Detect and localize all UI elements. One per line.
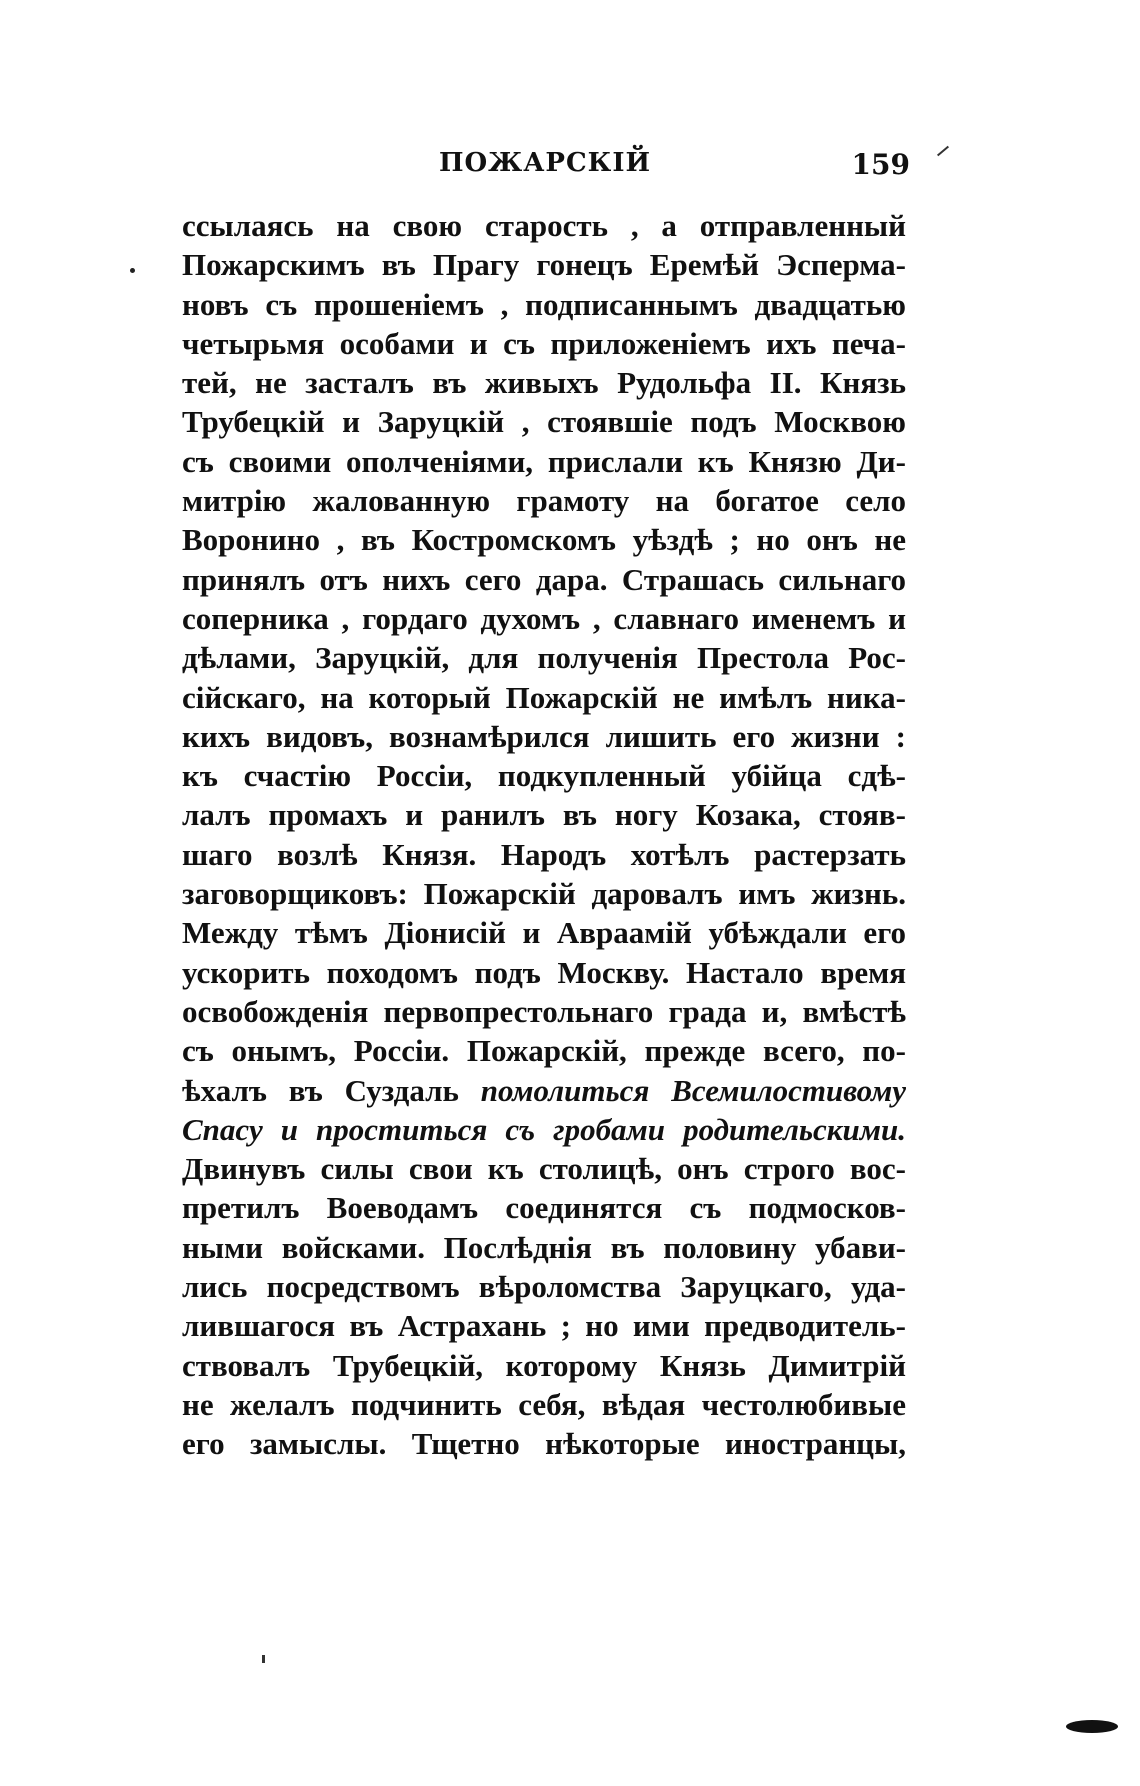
text-line-italic: Спасу и проститься съ гробами родительскими. — [182, 1111, 906, 1147]
text-line: Воронино , въ Костромскомъ уѣздѣ ; но онъ не — [182, 522, 906, 558]
text-line: къ счастію Россіи, подкупленный убійца сдѣ- — [182, 758, 906, 794]
page-number: 159 — [851, 148, 910, 181]
text-line: съ своими ополченіями, прислали къ Князю Ди- — [182, 443, 906, 479]
text-line-mixed — [182, 1071, 906, 1110]
text-line: кихъ видовъ, вознамѣрился лишить его жизни : — [182, 718, 906, 754]
text-line: лившагося въ Астрахань ; но ими предводитель- — [182, 1308, 906, 1344]
text-line: не желалъ подчинить себя, вѣдая честолюбивые — [182, 1386, 906, 1422]
text-line: ускорить походомъ подъ Москву. Настало время — [182, 954, 906, 990]
page-header — [180, 148, 910, 188]
text-line: четырьмя особами и съ приложеніемъ ихъ печа- — [182, 325, 906, 361]
text-line: съ онымъ, Россіи. Пожарскій, прежде всего, по- — [182, 1033, 906, 1069]
text-line: ссылаясь на свою старость , а отправленный — [182, 208, 906, 243]
text-line: Пожарскимъ въ Прагу гонецъ Еремѣй Эсперма- — [182, 247, 906, 283]
text-line: освобожденія первопрестольнаго града и, вмѣстѣ — [182, 993, 906, 1029]
margin-dot-mark — [130, 268, 135, 273]
running-head: ПОЖАРСКІЙ — [438, 148, 652, 178]
text-line: претилъ Воеводамъ соединятся съ подмосков- — [182, 1190, 906, 1226]
text-line: принялъ отъ нихъ сего дара. Страшась сильнаго — [182, 561, 906, 597]
text-line: дѣлами, Заруцкій, для полученія Престола Рос- — [182, 640, 906, 676]
text-line: митрію жалованную грамоту на богатое село — [182, 483, 906, 519]
corner-tick-mark — [937, 146, 949, 157]
text-line: ными войсками. Послѣднія въ половину убави- — [182, 1229, 906, 1265]
body-text — [182, 206, 906, 1464]
text-line: ствовалъ Трубецкій, которому Князь Димитрій — [182, 1347, 906, 1383]
text-plain: ѣхалъ въ Суздаль — [182, 1072, 481, 1108]
text-italic: помолиться Всемилостивому — [480, 1072, 906, 1108]
text-line: Трубецкій и Заруцкій , стоявшіе подъ Москвою — [182, 404, 906, 440]
text-line: заговорщиковъ: Пожарскій даровалъ имъ жизнь. — [182, 876, 906, 912]
text-line: его замыслы. Тщетно нѣкоторые иностранцы, — [182, 1426, 906, 1462]
text-line: Между тѣмъ Діонисій и Авраамій убѣждали его — [182, 915, 906, 951]
text-line: лись посредствомъ вѣроломства Заруцкаго, уда- — [182, 1269, 906, 1305]
ink-smudge — [1066, 1720, 1118, 1733]
text-line: соперника , гордаго духомъ , славнаго именемъ и — [182, 600, 906, 636]
text-line: Двинувъ силы свои къ столицѣ, онъ строго вос- — [182, 1151, 906, 1187]
text-line: сійскаго, на который Пожарскій не имѣлъ ника- — [182, 679, 906, 715]
bottom-tick-mark — [262, 1655, 265, 1663]
text-line: тей, не засталъ въ живыхъ Рудольфа II. Князь — [182, 365, 906, 401]
text-line: шаго возлѣ Князя. Народъ хотѣлъ растерзать — [182, 836, 906, 872]
text-line: лалъ промахъ и ранилъ въ ногу Козака, стояв- — [182, 797, 906, 833]
text-line: новъ съ прошеніемъ , подписаннымъ двадцатью — [182, 286, 906, 322]
